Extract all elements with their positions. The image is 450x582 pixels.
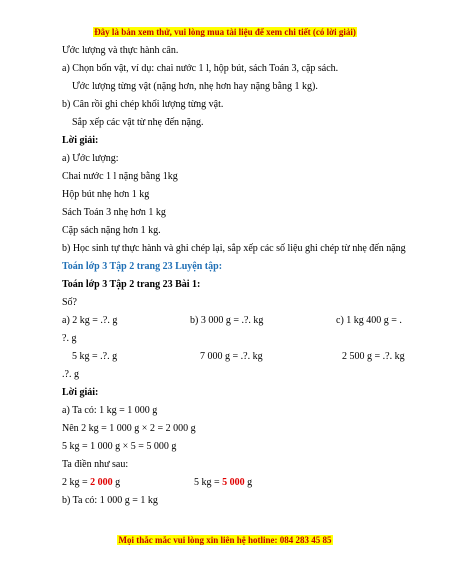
text-line: .?. g (62, 369, 79, 380)
solution-heading: Lời giải: (62, 387, 99, 398)
preview-banner (0, 27, 450, 37)
hotline-banner (0, 535, 450, 545)
answer-prefix: 2 kg = (62, 477, 91, 488)
answer-value: 2 000 (90, 477, 113, 488)
text-line: 5 kg = 1 000 g × 5 = 5 000 g (62, 441, 177, 452)
answer-row (62, 474, 408, 492)
exercise-item: c) 1 kg 400 g = . (336, 315, 402, 326)
exercise-row (62, 348, 408, 366)
exercise-heading: Toán lớp 3 Tập 2 trang 23 Bài 1: (62, 279, 201, 290)
answer-prefix: 5 kg = (194, 477, 223, 488)
text-line: Hộp bút nhẹ hơn 1 kg (62, 189, 150, 200)
text-line: b) Ta có: 1 000 g = 1 kg (62, 495, 158, 506)
text-line: a) Ta có: 1 kg = 1 000 g (62, 405, 158, 416)
text-line: Ta điền như sau: (62, 459, 129, 470)
text-line: Ước lượng và thực hành cân. (62, 45, 179, 56)
text-line: b) Cân rồi ghi chép khối lượng từng vật. (62, 99, 224, 110)
text-line: Chai nước 1 l nặng bằng 1kg (62, 171, 178, 182)
text-line: ?. g (62, 333, 77, 344)
exercise-item: 5 kg = .?. g (72, 351, 118, 362)
exercise-item: b) 3 000 g = .?. kg (190, 315, 264, 326)
text-line: a) Chọn bốn vật, ví dụ: chai nước 1 l, hộp bút, sách Toán 3, cặp sách. (62, 63, 339, 74)
answer-unit: g (244, 477, 253, 488)
section-heading: Toán lớp 3 Tập 2 trang 23 Luyện tập: (62, 261, 223, 272)
document-body (62, 42, 408, 510)
text-line: Cặp sách nặng hơn 1 kg. (62, 225, 161, 236)
exercise-item: a) 2 kg = .?. g (62, 315, 118, 326)
text-line: Sắp xếp các vật từ nhẹ đến nặng. (72, 117, 204, 128)
exercise-row (62, 312, 408, 330)
answer-item (62, 474, 120, 492)
answer-unit: g (112, 477, 121, 488)
preview-banner-text: Đây là bản xem thử, vui lòng mua tài liệu để xem chi tiết (có lời giải) (94, 27, 356, 37)
text-paragraph: b) Học sinh tự thực hành và ghi chép lại, sắp xếp các số liệu ghi chép từ nhẹ đến nặng (62, 243, 406, 254)
exercise-item: 2 500 g = .?. kg (342, 351, 405, 362)
answer-item (194, 474, 252, 492)
text-line: Số? (62, 297, 77, 308)
text-line: a) Ước lượng: (62, 153, 119, 164)
exercise-item: 7 000 g = .?. kg (200, 351, 263, 362)
answer-value: 5 000 (222, 477, 245, 488)
hotline-banner-text: Mọi thắc mắc vui lòng xin liên hệ hotline: 084 283 45 85 (118, 535, 332, 545)
text-line: Nên 2 kg = 1 000 g × 2 = 2 000 g (62, 423, 196, 434)
text-line: Ước lượng từng vật (nặng hơn, nhẹ hơn hay nặng bằng 1 kg). (72, 81, 318, 92)
text-line: Sách Toán 3 nhẹ hơn 1 kg (62, 207, 166, 218)
solution-heading: Lời giải: (62, 135, 99, 146)
